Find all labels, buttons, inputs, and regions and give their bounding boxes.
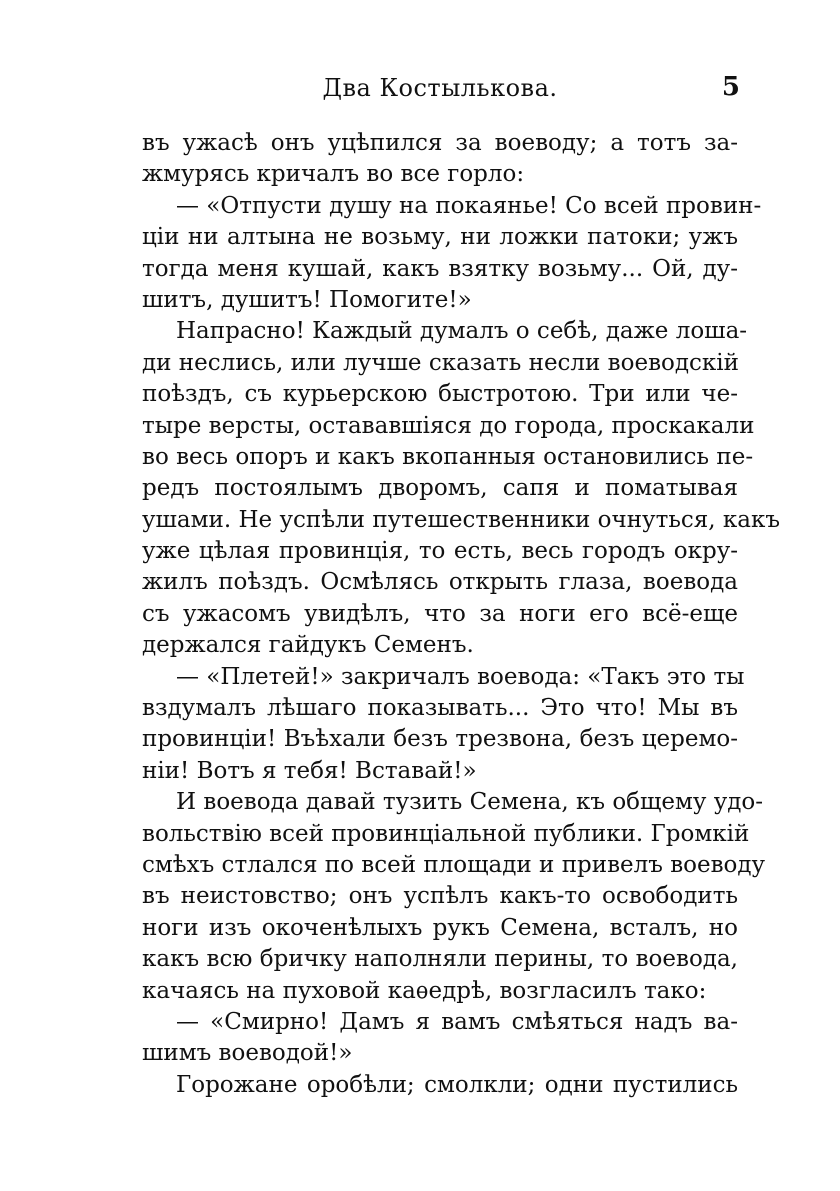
- text-line: вольствію всей провинціальной публики. Громкій: [142, 820, 750, 847]
- text-line: ди неслись, или лучше сказать несли воеводскій: [142, 349, 739, 376]
- text-line: ушами. Не успѣли путешественники очнуться, какъ: [142, 506, 780, 533]
- text-line: смѣхъ стлался по всей площади и привелъ воеводу: [142, 851, 766, 878]
- text-line: жилъ поѣздъ. Осмѣлясь открыть глаза, воевода: [142, 569, 738, 596]
- page-number: 5: [721, 72, 740, 102]
- text-line: ноги изъ окоченѣлыхъ рукъ Семена, всталъ, но: [142, 914, 738, 941]
- text-line: вздумалъ лѣшаго показывать... Это что! Мы въ: [142, 695, 738, 722]
- text-line: уже цѣлая провинція, то есть, весь городъ окру-: [142, 538, 738, 565]
- text-line: съ ужасомъ увидѣлъ, что за ноги его всё-еще: [142, 600, 738, 627]
- text-line: провинціи! Въѣхали безъ трезвона, безъ церемо-: [142, 726, 738, 753]
- text-line: держался гайдукъ Семенъ.: [142, 632, 474, 659]
- text-line: — «Плетей!» закричалъ воевода: «Такъ это ты: [176, 663, 745, 690]
- text-line: качаясь на пуховой каѳедрѣ, возгласилъ тако:: [142, 977, 707, 1004]
- text-line: тыре версты, остававшіяся до города, проскакали: [142, 412, 755, 439]
- text-line: редъ постоялымъ дворомъ, сапя и поматывая: [142, 475, 738, 502]
- running-title: Два Костылькова.: [322, 74, 558, 102]
- text-line: — «Отпусти душу на покаянье! Со всей провин-: [176, 192, 762, 219]
- text-line: Горожане оробѣли; смолкли; одни пустились: [176, 1071, 738, 1098]
- text-line: ніи! Вотъ я тебя! Вставай!»: [142, 757, 477, 784]
- text-line: тогда меня кушай, какъ взятку возьму... Ой, ду-: [142, 255, 738, 282]
- text-line: жмурясь кричалъ во все горло:: [142, 161, 525, 188]
- text-line: шимъ воеводой!»: [142, 1040, 353, 1067]
- text-line: шитъ, душитъ! Помогите!»: [142, 286, 472, 313]
- running-header: [140, 70, 740, 110]
- text-line: ціи ни алтына не возьму, ни ложки патоки; ужъ: [142, 224, 738, 251]
- text-line: И воевода давай тузить Семена, къ общему удо-: [176, 789, 764, 816]
- text-line: поѣздъ, съ курьерскою быстротою. Три или че-: [142, 381, 738, 408]
- text-line: Напрасно! Каждый думалъ о себѣ, даже лоша-: [176, 318, 748, 345]
- text-line: въ ужасѣ онъ уцѣпился за воеводу; а тотъ за-: [142, 130, 738, 156]
- text-line: — «Смирно! Дамъ я вамъ смѣяться надъ ва-: [176, 1008, 738, 1035]
- text-line: какъ всю бричку наполняли перины, то воевода,: [142, 946, 738, 973]
- text-line: въ неистовство; онъ успѣлъ какъ-то освободить: [142, 883, 738, 910]
- text-line: во весь опоръ и какъ вкопанныя остановились пе-: [142, 443, 754, 470]
- body-text: [142, 128, 780, 1101]
